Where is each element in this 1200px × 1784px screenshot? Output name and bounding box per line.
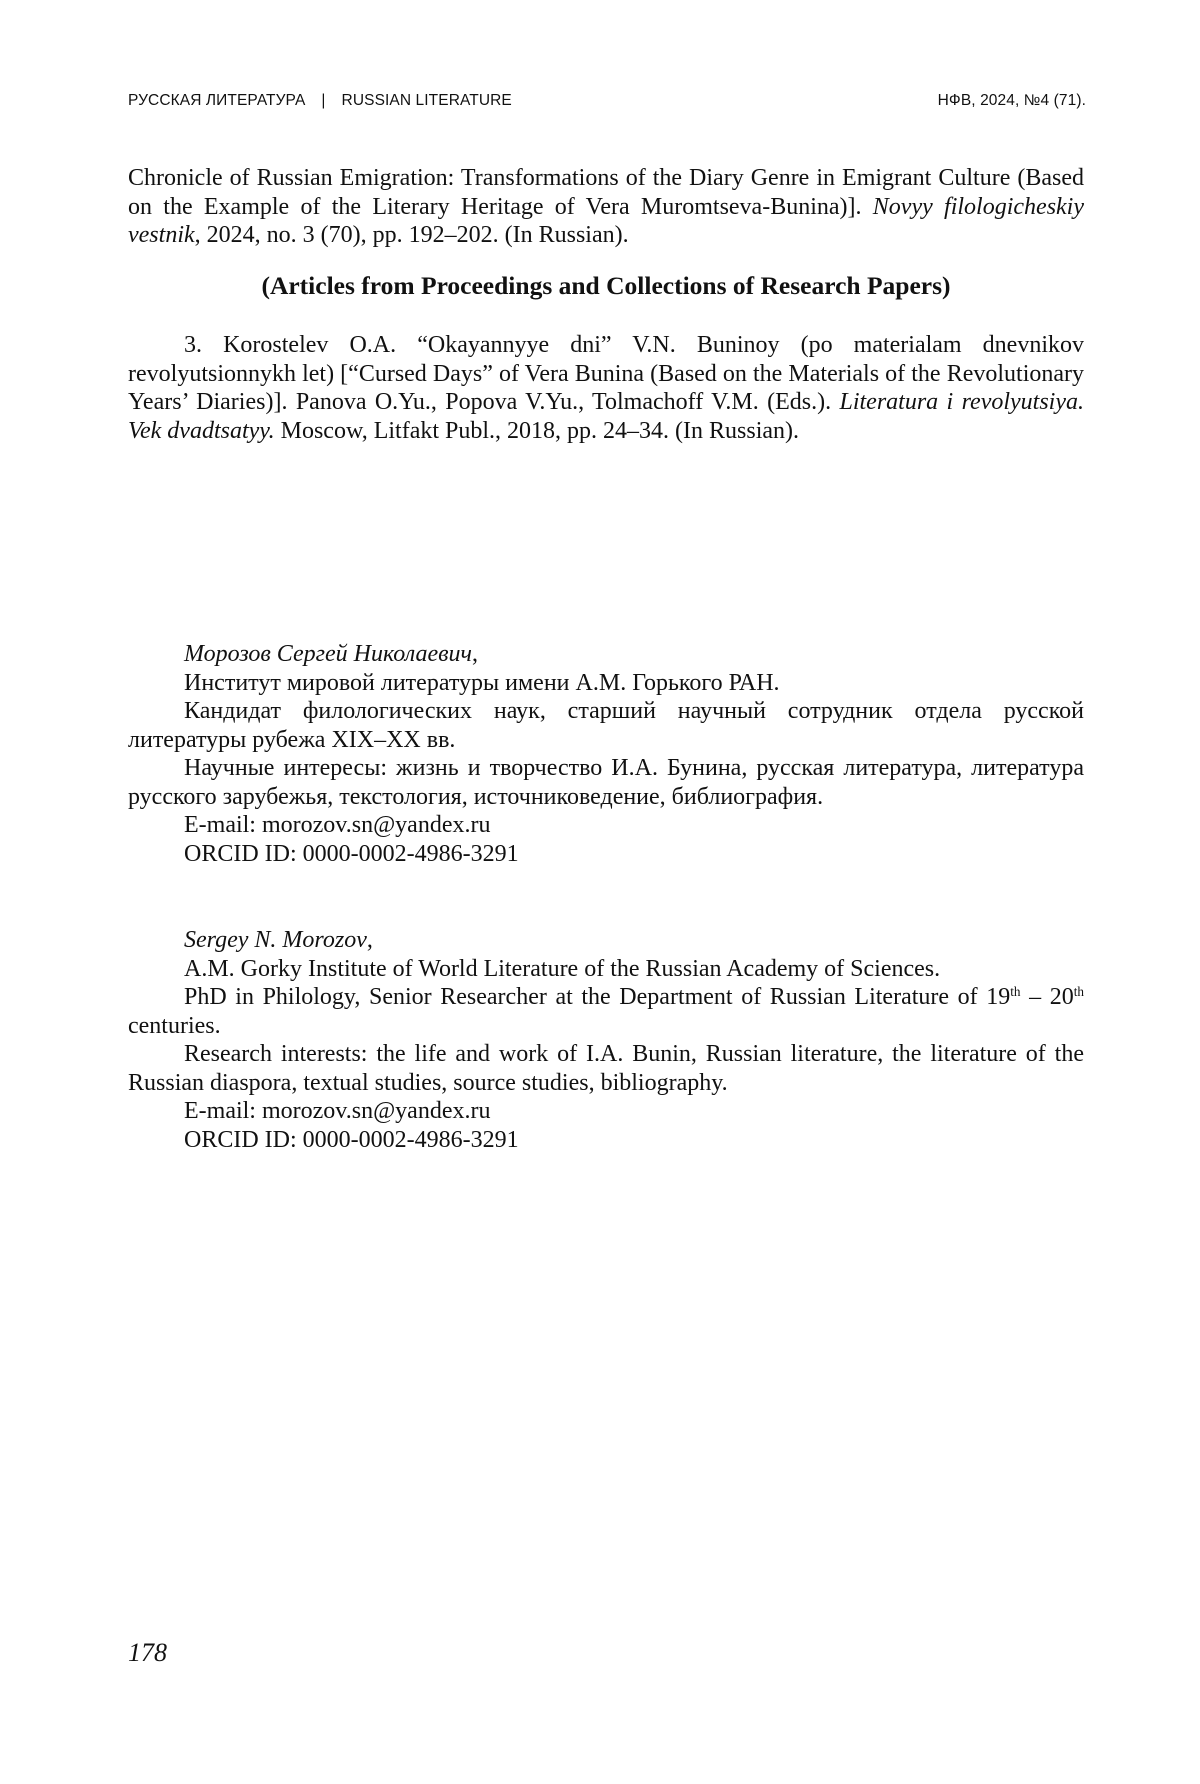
section-heading: (Articles from Proceedings and Collections of Research Papers)	[128, 271, 1084, 301]
author-name-ru-comma: ,	[472, 641, 478, 667]
position-en-sup2: th	[1074, 984, 1084, 999]
ref3-details: Moscow, Litfakt Publ., 2018, pp. 24–34. (In Russian).	[275, 418, 799, 444]
header-section-en: RUSSIAN LITERATURE	[342, 92, 512, 109]
position-en-part1: PhD in Philology, Senior Researcher at the Department of Russian Literature of 19	[184, 984, 1010, 1010]
position-en-part3: centuries.	[128, 1013, 221, 1039]
ref2-details: , 2024, no. 3 (70), pp. 192–202. (In Russian).	[195, 222, 629, 248]
position-en-part2: – 20	[1021, 984, 1074, 1010]
ref2-journal: Novyy filologicheskiy vestnik	[128, 194, 1084, 249]
ref2-text: Chronicle of Russian Emigration: Transformations of the Diary Genre in Emigrant Culture (Based on the Example of the Literary Heritage of Vera Muromtseva-Bunina)].	[128, 165, 1084, 220]
author-position-ru: Кандидат филологических наук, старший научный сотрудник отдела русской литературы рубежа XIX–XX вв.	[128, 697, 1084, 754]
author-name-ru-line	[128, 640, 1084, 669]
author-info-en	[128, 926, 1084, 1154]
author-institution-ru: Институт мировой литературы имени А.М. Горького РАН.	[128, 669, 1084, 698]
author-position-en	[128, 983, 1084, 1040]
author-email-en: E-mail: morozov.sn@yandex.ru	[128, 1097, 1084, 1126]
author-orcid-en: ORCID ID: 0000-0002-4986-3291	[128, 1126, 1084, 1155]
author-info-ru	[128, 640, 1084, 868]
header-left	[128, 92, 512, 110]
page-number: 178	[128, 1638, 167, 1668]
author-name-en: Sergey N. Morozov	[184, 927, 367, 953]
header-separator: |	[321, 92, 325, 109]
reference-2-continued	[128, 164, 1084, 250]
author-email-ru: E-mail: morozov.sn@yandex.ru	[128, 811, 1084, 840]
author-interests-ru: Научные интересы: жизнь и творчество И.А. Бунина, русская литература, литература русского зарубежья, текстология, источниковедение, библиография.	[128, 754, 1084, 811]
ref3-book: Literatura i revolyutsiya. Vek dvadtsatyy.	[128, 389, 1084, 444]
author-institution-en: A.M. Gorky Institute of World Literature of the Russian Academy of Sciences.	[128, 955, 1084, 984]
author-name-ru: Морозов Сергей Николаевич	[184, 641, 472, 667]
running-header	[128, 92, 1086, 110]
author-interests-en: Research interests: the life and work of I.A. Bunin, Russian literature, the literature of the Russian diaspora, textual studies, source studies, bibliography.	[128, 1040, 1084, 1097]
author-orcid-ru: ORCID ID: 0000-0002-4986-3291	[128, 840, 1084, 869]
author-name-en-comma: ,	[367, 927, 373, 953]
header-journal-issue: НФВ, 2024, №4 (71).	[938, 92, 1086, 110]
ref3-text: 3. Korostelev O.A. “Okayannyye dni” V.N. Buninoy (po materialam dnevnikov revolyutsionnykh let) [“Cursed Days” of Vera Bunina (Based on the Materials of the Revolutionary Years’ Diaries)]. Panova O.Yu., Popova V.Yu., Tolmachoff V.M. (Eds.).	[128, 332, 1084, 415]
position-en-sup1: th	[1010, 984, 1020, 999]
author-name-en-line	[128, 926, 1084, 955]
header-section-ru: РУССКАЯ ЛИТЕРАТУРА	[128, 92, 305, 109]
reference-3	[128, 331, 1084, 445]
